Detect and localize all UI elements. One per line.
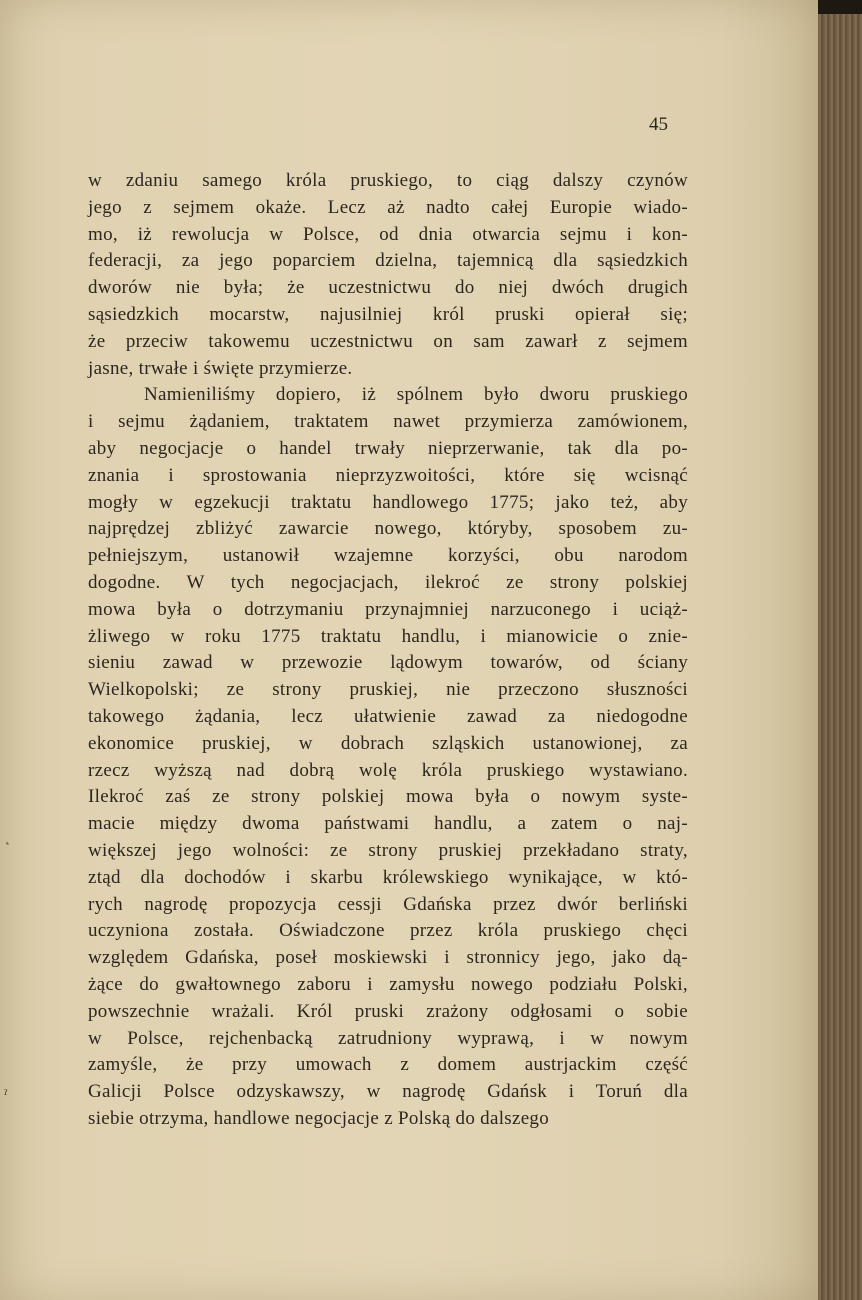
text-line: większej jego wolności: ze strony pruskiej przekładano straty, (88, 839, 688, 861)
text-line: Ilekroć zaś ze strony polskiej mowa była o nowym syste- (88, 786, 688, 808)
text-line: siebie otrzyma, handlowe negocjacje z Polską do dalszego (88, 1107, 550, 1129)
text-line: żliwego w roku 1775 traktatu handlu, i mianowicie o znie- (88, 625, 688, 647)
text-line: rych nagrodę propozycja cessji Gdańska przez dwór berliński (88, 893, 688, 915)
text-line: jasne, trwałe i święte przymierze. (88, 357, 353, 379)
text-line: w Polsce, rejchenbacką zatrudniony wyprawą, i w nowym (88, 1027, 688, 1049)
text-line: Namieniliśmy dopiero, iż spólnem było dworu pruskiego (144, 384, 688, 406)
text-line: dogodne. W tych negocjacjach, ilekroć ze strony polskiej (88, 571, 688, 593)
text-line: Galicji Polsce odzyskawszy, w nagrodę Gdańsk i Toruń dla (88, 1081, 688, 1103)
text-line: mo, iż rewolucja w Polsce, od dnia otwarcia sejmu i kon- (88, 223, 688, 245)
text-line: federacji, za jego poparciem dzielna, tajemnicą dla sąsiedzkich (88, 250, 688, 272)
text-line: dworów nie była; że uczestnictwu do niej dwóch drugich (88, 277, 688, 299)
text-line: i sejmu żądaniem, traktatem nawet przymierza zamówionem, (88, 411, 688, 433)
text-line: Wielkopolski; ze strony pruskiej, nie przeczono słuszności (88, 679, 688, 701)
text-line: ztąd dla dochodów i skarbu królewskiego wynikające, w któ- (88, 866, 688, 888)
text-line: sąsiedzkich mocarstw, najusilniej król pruski opierał się; (88, 303, 688, 325)
text-line: ekonomice pruskiej, w dobrach szląskich ustanowionej, za (88, 732, 688, 754)
text-line: takowego żądania, lecz ułatwienie zawad za niedogodne (88, 705, 688, 727)
text-line: pełniejszym, ustanowił wzajemne korzyści, obu narodom (88, 545, 688, 567)
text-line: w zdaniu samego króla pruskiego, to ciąg dalszy czynów (88, 170, 688, 191)
text-line: aby negocjacje o handel trwały nieprzerwanie, tak dla po- (88, 437, 688, 459)
text-line: rzecz wyższą nad dobrą wolę króla pruskiego wystawiano. (88, 759, 688, 781)
text-line: względem Gdańska, poseł moskiewski i stronnicy jego, jako dą- (88, 947, 688, 969)
page-stack-edge (818, 0, 862, 1300)
text-line: sieniu zawad w przewozie lądowym towarów, od ściany (88, 652, 688, 674)
page-number: 45 (649, 114, 668, 135)
text-line: znania i sprostowania nieprzyzwoitości, które się wcisnąć (88, 464, 688, 486)
margin-mark: ˛ (4, 830, 11, 846)
text-line: że przeciw takowemu uczestnictwu on sam zawarł z sejmem (88, 330, 688, 352)
binding-shadow (818, 0, 862, 14)
text-line: uczyniona została. Oświadczone przez króla pruskiego chęci (88, 920, 688, 942)
text-line: mogły w egzekucji traktatu handlowego 1775; jako też, aby (88, 491, 688, 513)
margin-mark: ˀ (4, 1088, 8, 1104)
text-line: macie między dwoma państwami handlu, a zatem o naj- (88, 813, 688, 835)
text-line: jego z sejmem okaże. Lecz aż nadto całej Europie wiado- (88, 196, 688, 218)
body-text (88, 168, 688, 1133)
text-line: najprędzej zbliżyć zawarcie nowego, któryby, sposobem zu- (88, 518, 688, 540)
text-line: zamyśle, że przy umowach z domem austrjackim część (88, 1054, 688, 1076)
text-line: powszechnie wrażali. Król pruski zrażony odgłosami o sobie (88, 1000, 688, 1022)
text-line: żące do gwałtownego zaboru i zamysłu nowego podziału Polski, (88, 973, 688, 995)
text-line: mowa była o dotrzymaniu przynajmniej narzuconego i uciąż- (88, 598, 688, 620)
